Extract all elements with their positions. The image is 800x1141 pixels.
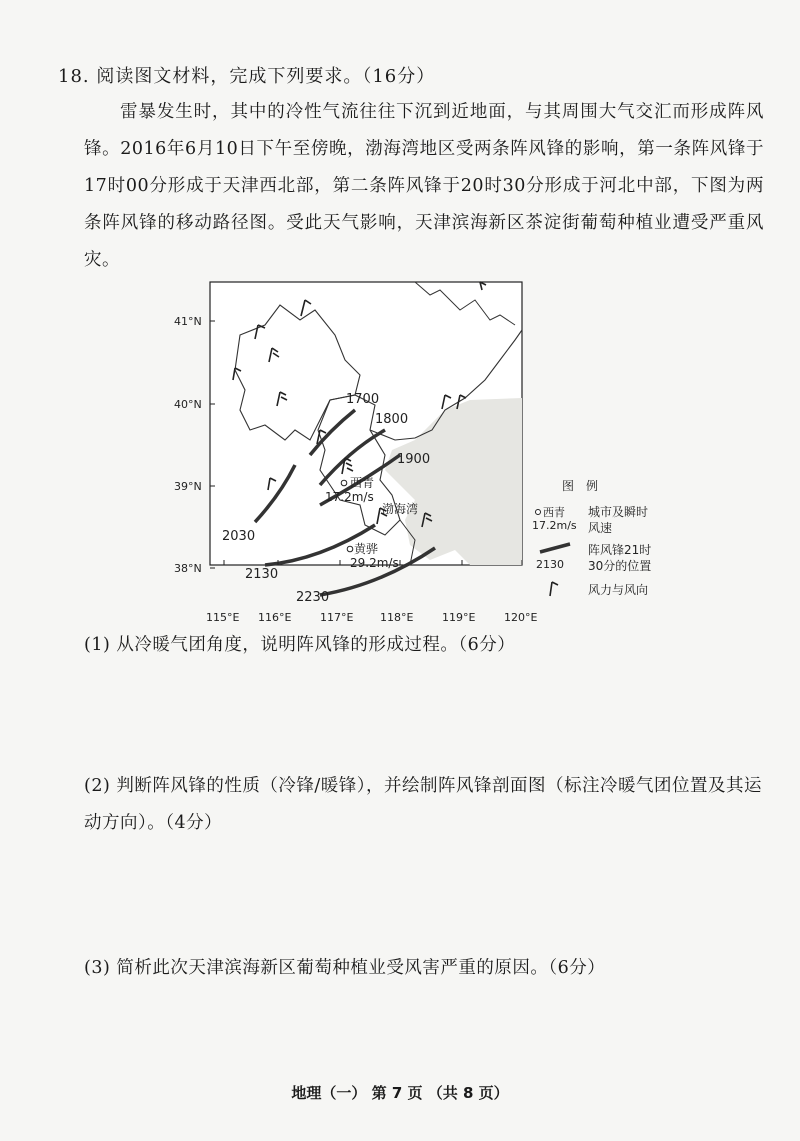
legend-front-desc-2: 30分的位置 [588,559,652,573]
front-label-1800: 1800 [375,412,409,427]
lat-label-38: 38°N [174,562,202,575]
legend-wind-desc: 风力与风向 [588,583,649,597]
legend-wind-barb [550,582,558,596]
legend-front-sample: 2130 [536,558,564,571]
subquestion-3: (3) 简析此次天津滨海新区葡萄种植业受风害严重的原因。（6分） [84,958,606,978]
lon-label-115: 115°E [206,611,240,624]
city-huanghua-marker [347,546,353,552]
subquestion-2: (2) 判断阵风锋的性质（冷锋/暖锋），并绘制阵风锋剖面图（标注冷暖气团位置及其运动方向）。（4分） [84,776,762,833]
legend-front-line [540,544,570,552]
lon-label-120: 120°E [504,611,538,624]
front-label-2030: 2030 [222,529,256,544]
map-legend [532,478,651,597]
lat-label-39: 39°N [174,480,202,493]
legend-front-desc-1: 阵风锋21时 [588,543,652,557]
city-xiqing-marker [341,480,347,486]
legend-city-marker [536,510,541,515]
city-xiqing-speed: 17.2m/s [325,490,374,504]
question-paragraph: 雷暴发生时，其中的冷性气流往往下沉到近地面，与其周围大气交汇而形成阵风锋。2016年6月10日下午至傍晚，渤海湾地区受两条阵风锋的影响，第一条阵风锋于17时00分形成于天津西北部，第二条阵风锋于20时30分形成于河北中部，下图为两条阵风锋的移动路径图。受此天气影响，天津滨海新区茶淀街葡萄种植业遭受严重风灾。 [84,102,764,270]
lon-label-119: 119°E [442,611,476,624]
front-label-2130: 2130 [245,567,279,582]
question-title: 18. 阅读图文材料，完成下列要求。（16分） [58,66,436,87]
front-label-1700: 1700 [346,392,380,407]
legend-city-name: 西青 [543,506,565,519]
bay-label: 渤海湾 [382,502,419,516]
city-huanghua-name: 黄骅 [354,542,379,556]
lat-label-40: 40°N [174,398,202,411]
front-label-1900: 1900 [397,452,431,467]
lon-label-118: 118°E [380,611,414,624]
legend-city-desc-1: 城市及瞬时 [588,505,649,519]
legend-city-speed: 17.2m/s [532,519,577,532]
gust-front-map [170,280,690,625]
city-xiqing-name: 西青 [350,476,375,490]
lon-label-116: 116°E [258,611,292,624]
city-huanghua-speed: 29.2m/s [350,556,399,570]
subquestion-1: (1) 从冷暖气团角度，说明阵风锋的形成过程。（6分） [84,635,516,655]
legend-title: 图 例 [562,479,599,493]
lon-label-117: 117°E [320,611,354,624]
legend-city-desc-2: 风速 [588,521,613,535]
page-footer: 地理（一） 第 7 页 （共 8 页） [291,1084,509,1102]
front-label-2230: 2230 [296,590,330,605]
lat-label-41: 41°N [174,315,202,328]
